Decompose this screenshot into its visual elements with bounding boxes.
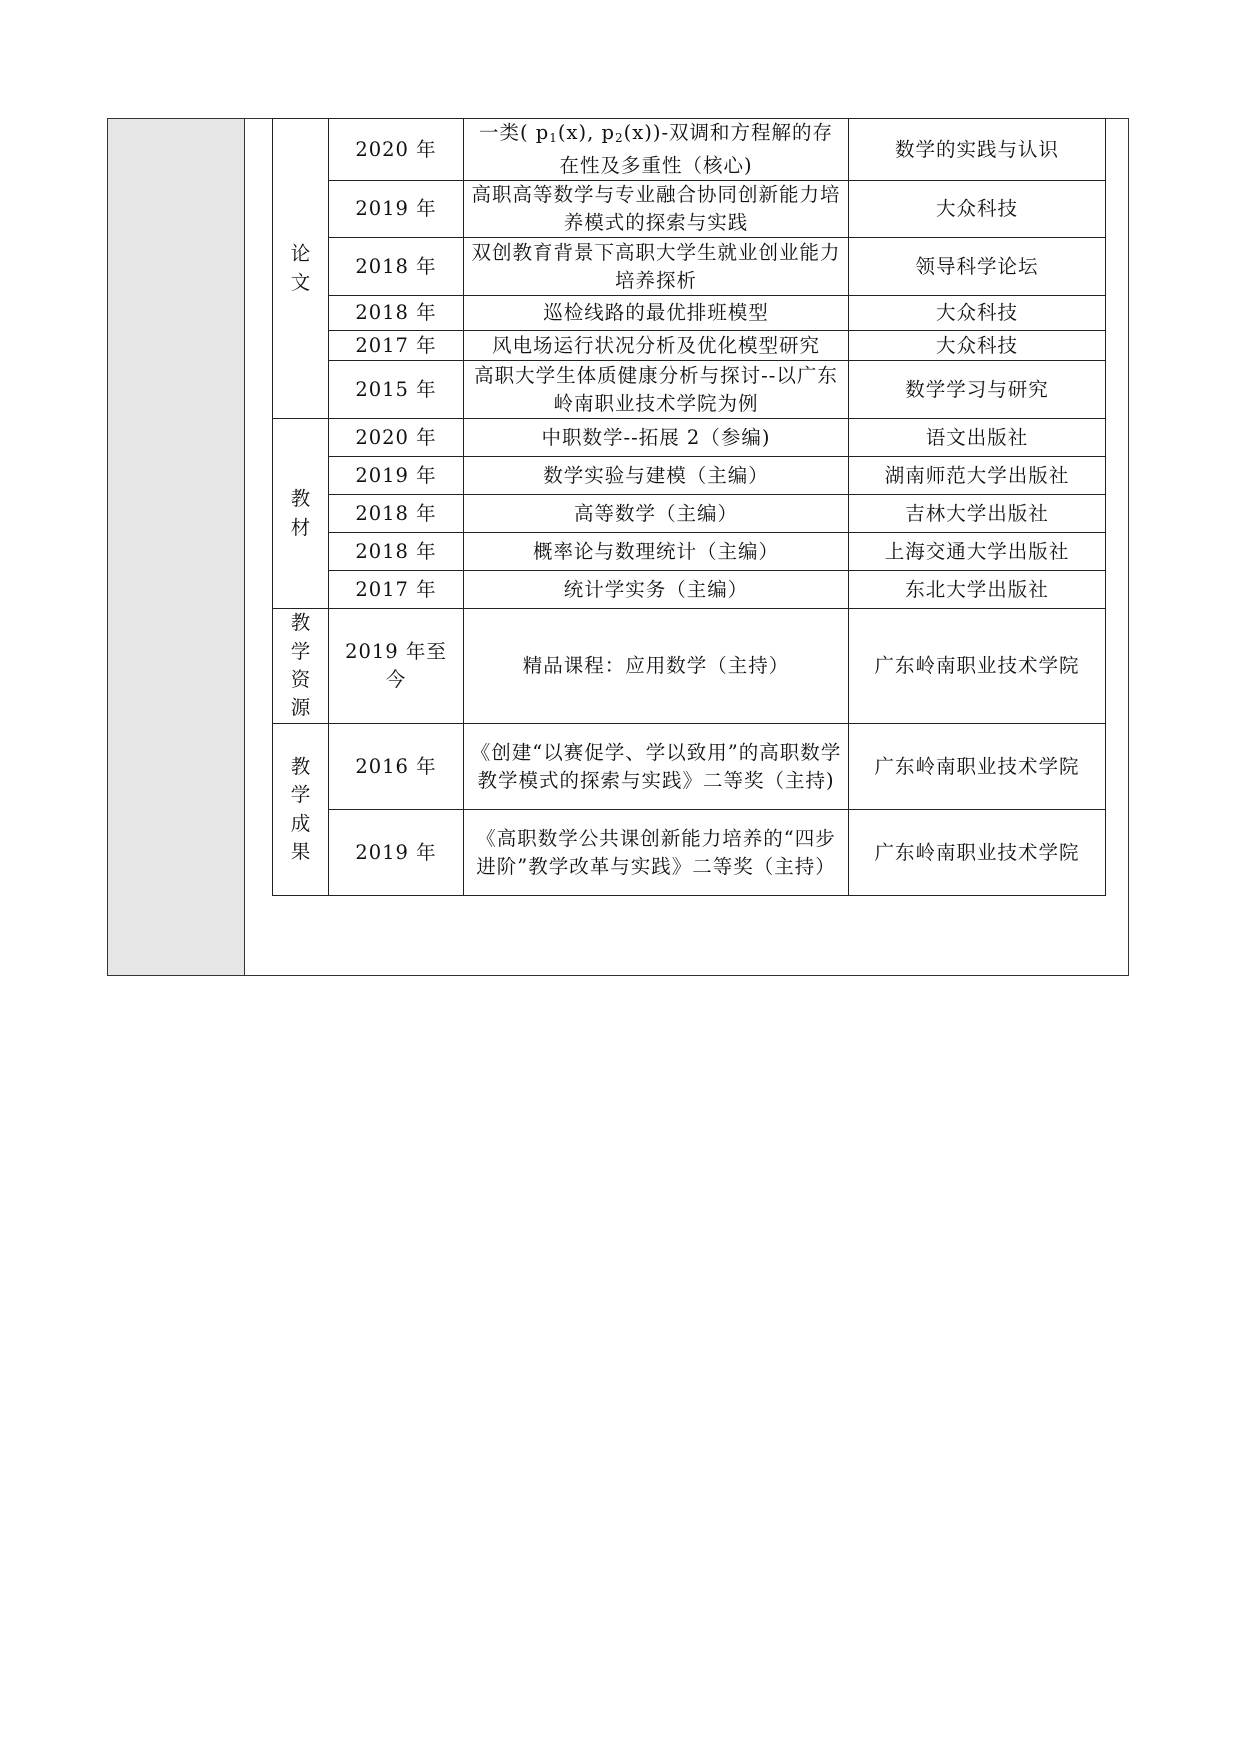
title-cell: 概率论与数理统计（主编） <box>464 533 849 571</box>
category-label: 论文 <box>290 242 312 294</box>
year-cell: 2019 年 <box>329 181 464 238</box>
title-cell: 中职数学--拓展 2（参编) <box>464 419 849 457</box>
venue-cell: 领导科学论坛 <box>849 238 1106 296</box>
table-row <box>273 419 1106 457</box>
year-cell: 2016 年 <box>329 724 464 810</box>
venue-cell: 广东岭南职业技术学院 <box>849 609 1106 724</box>
table-row <box>273 296 1106 331</box>
title-cell: 统计学实务（主编） <box>464 571 849 609</box>
venue-cell: 语文出版社 <box>849 419 1106 457</box>
achievements-table <box>272 118 1106 896</box>
category-cell-teaching-resources <box>273 609 329 724</box>
category-label: 教材 <box>290 487 312 539</box>
table-row <box>273 724 1106 810</box>
year-cell: 2018 年 <box>329 495 464 533</box>
table-row <box>273 810 1106 896</box>
category-cell-teaching-achievements <box>273 724 329 896</box>
title-cell: 高等数学（主编） <box>464 495 849 533</box>
title-cell: 数学实验与建模（主编） <box>464 457 849 495</box>
venue-cell: 吉林大学出版社 <box>849 495 1106 533</box>
year-cell: 2017 年 <box>329 331 464 361</box>
category-label: 教学资源 <box>290 611 312 720</box>
title-cell: 高职大学生体质健康分析与探讨--以广东岭南职业技术学院为例 <box>464 361 849 419</box>
venue-cell: 大众科技 <box>849 181 1106 238</box>
left-label-column <box>108 119 245 975</box>
title-cell: 一类( $p_1(x)$, $p_2(x))-$双调和方程解的存在性及多重性（核心) <box>464 119 849 181</box>
year-cell: 2019 年 <box>329 810 464 896</box>
title-cell: 《高职数学公共课创新能力培养的“四步进阶”教学改革与实践》二等奖（主持） <box>464 810 849 896</box>
table-row <box>273 181 1106 238</box>
year-cell: 2018 年 <box>329 533 464 571</box>
year-cell: 2015 年 <box>329 361 464 419</box>
table-row <box>273 457 1106 495</box>
year-cell: 2017 年 <box>329 571 464 609</box>
table-row <box>273 119 1106 181</box>
year-cell: 2018 年 <box>329 296 464 331</box>
table-row <box>273 609 1106 724</box>
venue-cell: 上海交通大学出版社 <box>849 533 1106 571</box>
venue-cell: 东北大学出版社 <box>849 571 1106 609</box>
venue-cell: 大众科技 <box>849 331 1106 361</box>
category-cell-textbooks <box>273 419 329 609</box>
category-label: 教学成果 <box>290 754 312 863</box>
table-row <box>273 331 1106 361</box>
venue-cell: 广东岭南职业技术学院 <box>849 724 1106 810</box>
venue-cell: 湖南师范大学出版社 <box>849 457 1106 495</box>
year-cell: 2018 年 <box>329 238 464 296</box>
table-row <box>273 238 1106 296</box>
title-cell: 精品课程：应用数学（主持） <box>464 609 849 724</box>
venue-cell: 数学学习与研究 <box>849 361 1106 419</box>
venue-cell: 广东岭南职业技术学院 <box>849 810 1106 896</box>
title-cell: 风电场运行状况分析及优化模型研究 <box>464 331 849 361</box>
venue-cell: 大众科技 <box>849 296 1106 331</box>
year-cell: 2019 年 <box>329 457 464 495</box>
title-cell: 巡检线路的最优排班模型 <box>464 296 849 331</box>
table-row <box>273 571 1106 609</box>
category-cell-papers <box>273 119 329 419</box>
year-cell: 2019 年至今 <box>329 609 464 724</box>
table-row <box>273 533 1106 571</box>
venue-cell: 数学的实践与认识 <box>849 119 1106 181</box>
year-cell: 2020 年 <box>329 119 464 181</box>
table-row <box>273 361 1106 419</box>
year-cell: 2020 年 <box>329 419 464 457</box>
title-cell: 双创教育背景下高职大学生就业创业能力培养探析 <box>464 238 849 296</box>
table-row <box>273 495 1106 533</box>
title-cell: 《创建“以赛促学、学以致用”的高职数学教学模式的探索与实践》二等奖（主持) <box>464 724 849 810</box>
title-cell: 高职高等数学与专业融合协同创新能力培养模式的探索与实践 <box>464 181 849 238</box>
